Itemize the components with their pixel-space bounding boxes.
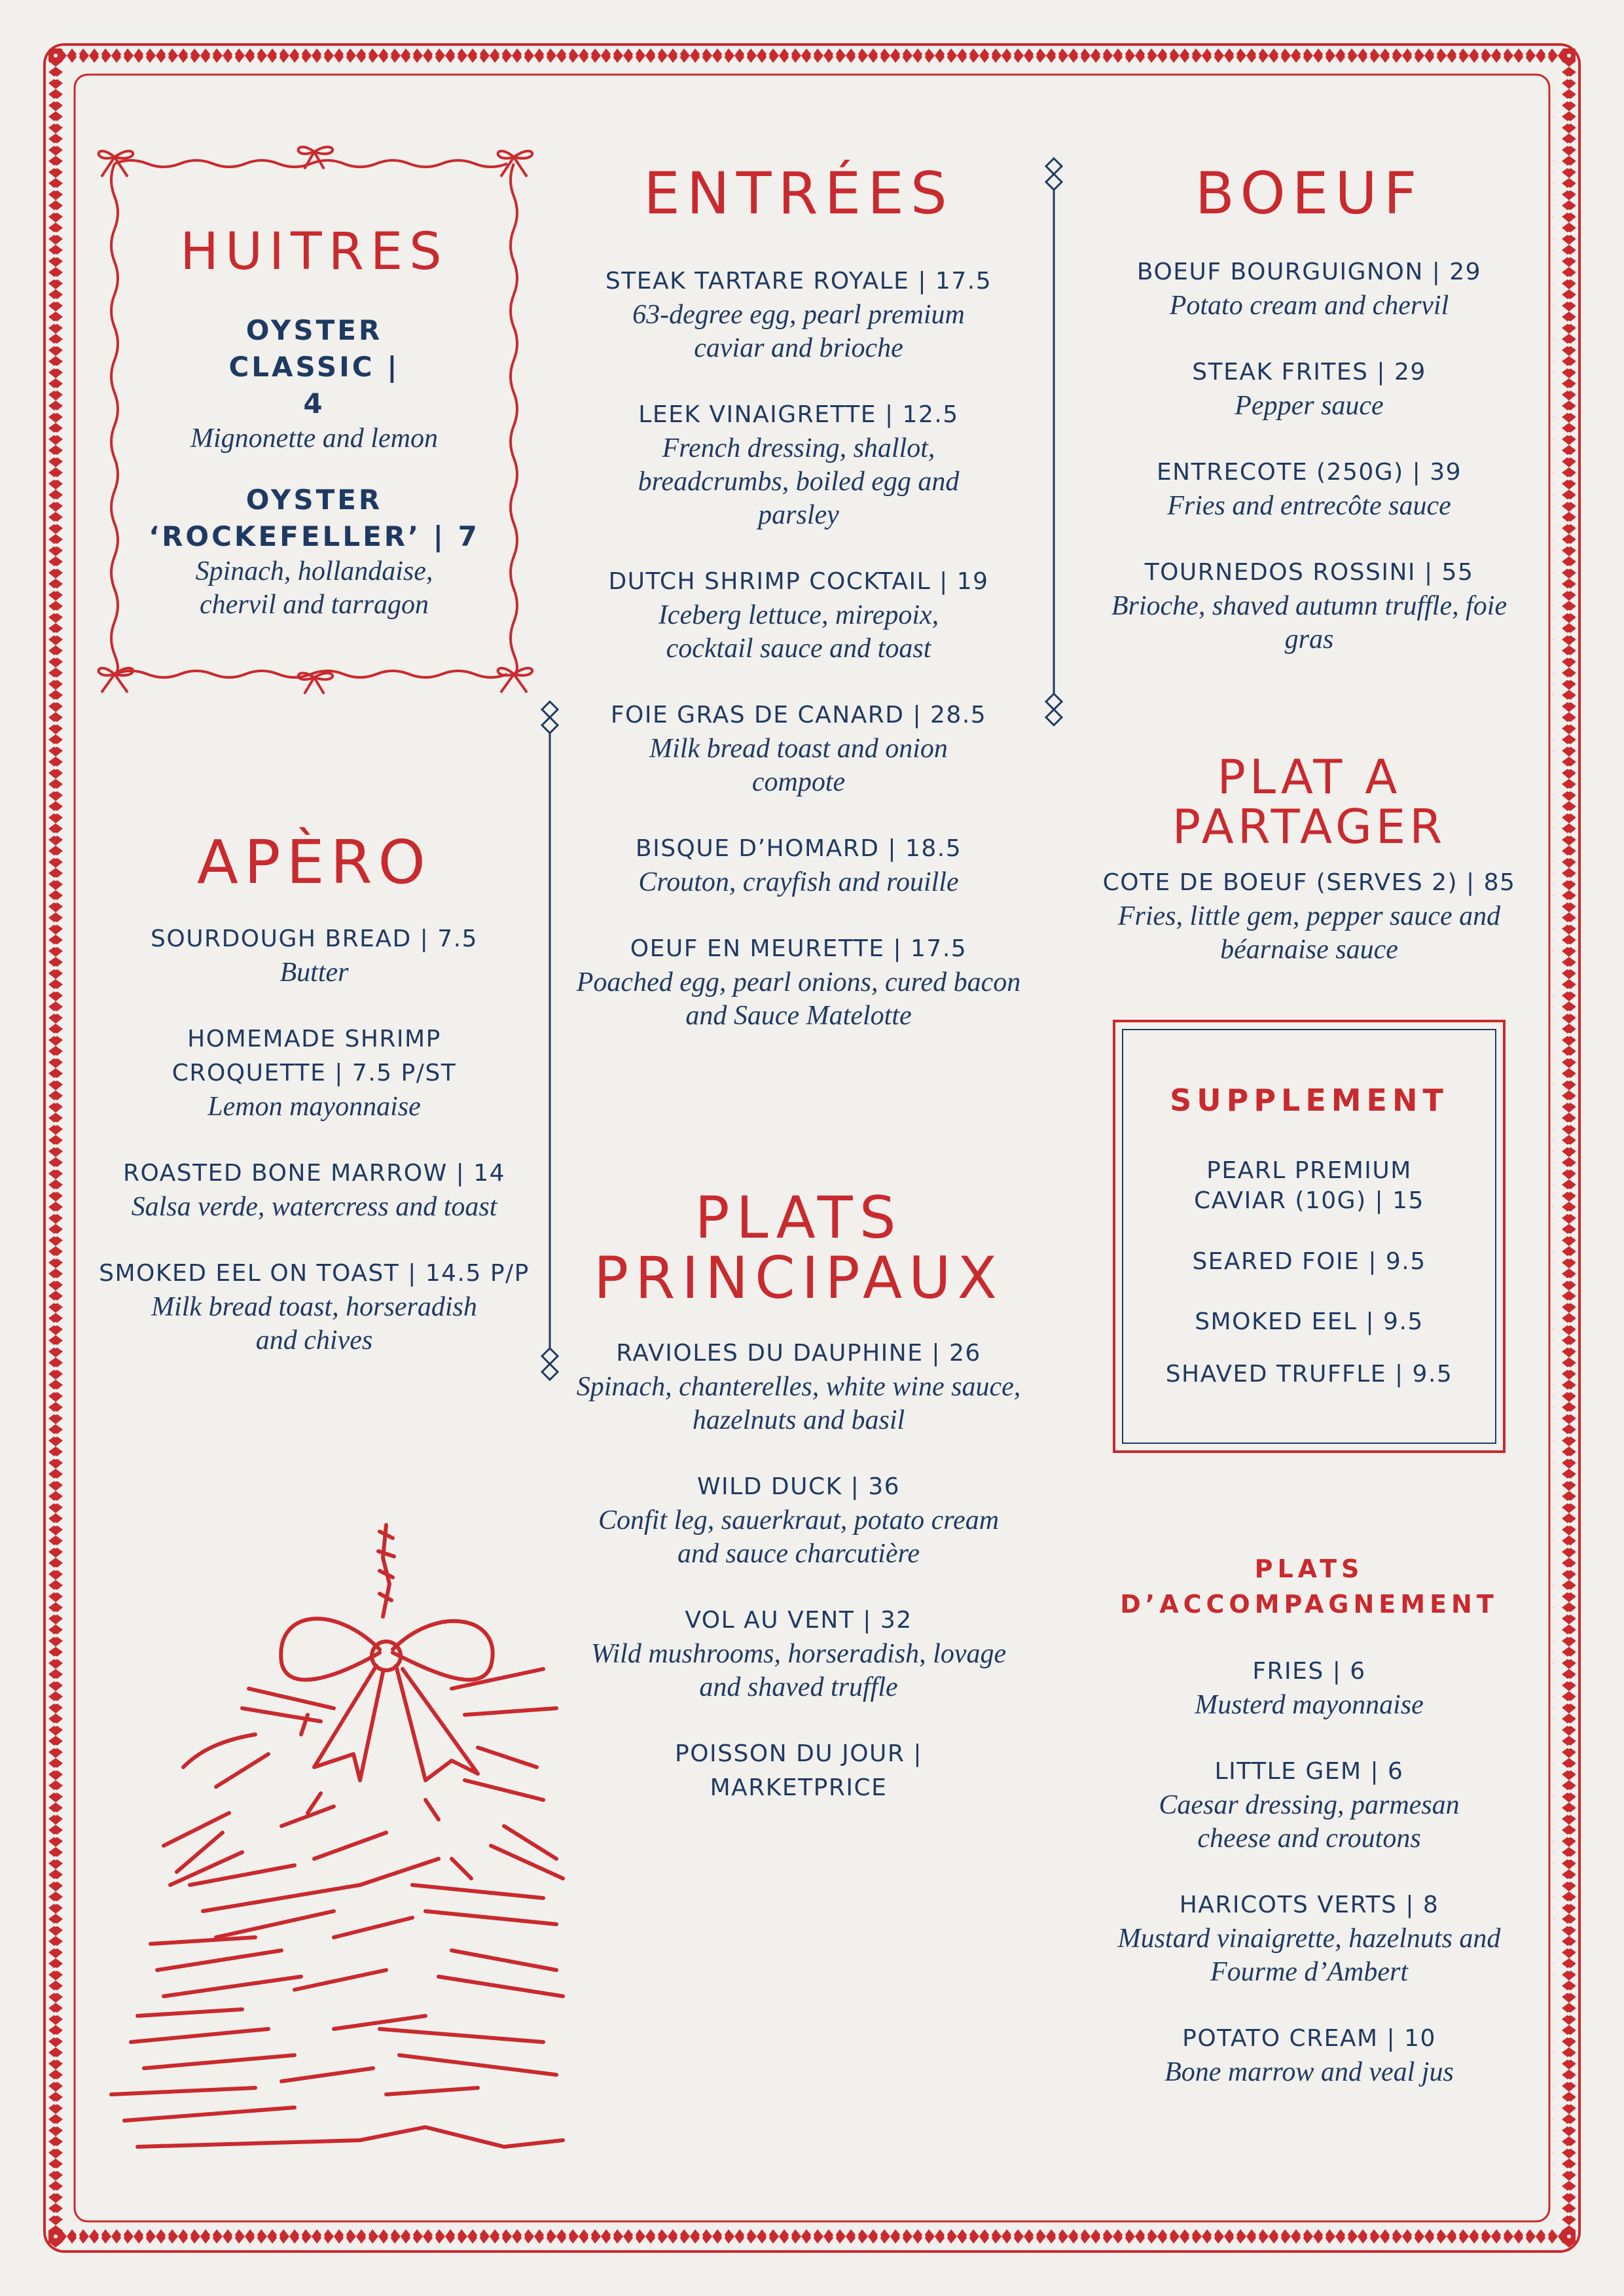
menu-item [1074, 456, 1545, 523]
huitres-section [131, 223, 497, 622]
menu-item [85, 922, 543, 990]
accompagnement-title-line2: D’ACCOMPAGNEMENT [1120, 1590, 1498, 1619]
item-desc: Confit leg, sauerkraut, potato cream and sauce charcutière [598, 1505, 1000, 1569]
apero-section [85, 827, 543, 1357]
item-name: ENTRECOTE (250G) | 39 [1156, 459, 1462, 486]
item-name: SMOKED EEL | 9.5 [1195, 1308, 1424, 1335]
item-name: FRIES | 6 [1252, 1658, 1366, 1685]
plat-a-partager-section [1074, 749, 1545, 967]
item-desc: Spinach, hollandaise, chervil and tarragon [195, 556, 433, 620]
item-desc: Bone marrow and veal jus [1164, 2057, 1454, 2087]
item-name: HOMEMADE SHRIMP CROQUETTE | 7.5 P/ST [171, 1025, 457, 1086]
item-name: OEUF EN MEURETTE | 17.5 [630, 935, 967, 963]
item-name: OYSTER CLASSIC | 4 [228, 314, 400, 420]
item-desc: Brioche, shaved autumn truffle, foie gras [1111, 591, 1507, 655]
item-name: SEARED FOIE | 9.5 [1192, 1248, 1426, 1275]
apero-title: APÈRO [197, 827, 431, 897]
christmas-tree-illustration [85, 1518, 569, 2173]
menu-item [85, 1257, 543, 1357]
item-desc: Mustard vinaigrette, hazelnuts and Fourme d’Ambert [1117, 1924, 1501, 1987]
menu-item [563, 398, 1034, 532]
item-desc: Fries, little gem, pepper sauce and béarnaise sauce [1117, 901, 1501, 965]
item-desc: 63-degree egg, pearl premium caviar and brioche [632, 300, 965, 364]
item-name: OYSTER ‘ROCKEFELLER’ | 7 [149, 483, 480, 552]
item-name: PEARL PREMIUM CAVIAR (10G) | 15 [1194, 1157, 1424, 1214]
plats-principaux-section [563, 1184, 1034, 1805]
item-name: TOURNEDOS ROSSINI | 55 [1144, 559, 1474, 586]
item-name: POISSON DU JOUR | MARKETPRICE [675, 1740, 922, 1801]
menu-item [563, 565, 1034, 666]
menu-item [563, 1604, 1034, 1704]
item-name: WILD DUCK | 36 [696, 1473, 901, 1500]
item-desc: Milk bread toast and onion compote [649, 734, 948, 798]
entrees-title: ENTRÉES [643, 160, 954, 227]
menu-item [131, 312, 497, 456]
item-desc: Musterd mayonnaise [1195, 1690, 1424, 1720]
entrees-section [563, 160, 1034, 1033]
supplement-box [1113, 1020, 1506, 1453]
item-name: DUTCH SHRIMP COCKTAIL | 19 [608, 568, 989, 596]
menu-item [85, 1157, 543, 1224]
item-desc: Milk bread toast, horseradish and chives [151, 1291, 477, 1355]
menu-item [1074, 255, 1545, 323]
item-name: VOL AU VENT | 32 [685, 1606, 912, 1634]
plats-principaux-title-line2: PRINCIPAUX [594, 1244, 1003, 1312]
item-name: BOEUF BOURGUIGNON | 29 [1136, 259, 1482, 286]
boeuf-section [1074, 160, 1545, 656]
menu-item [1074, 355, 1545, 423]
item-desc: French dressing, shallot, breadcrumbs, boiled egg and parsley [638, 433, 960, 531]
supplement-title: SUPPLEMENT [1170, 1083, 1449, 1118]
menu-item [131, 482, 497, 622]
item-name: FOIE GRAS DE CANARD | 28.5 [610, 702, 987, 729]
menu-item [85, 1022, 543, 1124]
plats-principaux-title-line1: PLATS [695, 1184, 903, 1251]
menu-item [563, 1737, 1034, 1805]
menu-item [563, 832, 1034, 899]
item-desc: Iceberg lettuce, mirepoix, cocktail sauce and toast [658, 600, 939, 664]
item-desc: Lemon mayonnaise [208, 1091, 421, 1122]
menu-item [563, 1336, 1034, 1437]
item-name: SMOKED EEL ON TOAST | 14.5 P/P [99, 1259, 530, 1287]
menu-item [563, 264, 1034, 365]
menu-item [1074, 1655, 1545, 1722]
supplement-section [1115, 1083, 1503, 1391]
plat-a-partager-title: PLAT A PARTAGER [1172, 749, 1447, 854]
item-name: POTATO CREAM | 10 [1182, 2025, 1436, 2052]
menu-item [1074, 866, 1545, 967]
item-desc: Butter [280, 957, 349, 988]
item-name: STEAK FRITES | 29 [1192, 359, 1426, 386]
item-desc: Salsa verde, watercress and toast [131, 1191, 497, 1222]
menu-item [563, 698, 1034, 799]
menu-item [1074, 1755, 1545, 1856]
item-desc: Fries and entrecôte sauce [1167, 491, 1451, 522]
divider-left [538, 700, 562, 1381]
item-desc: Poached egg, pearl onions, cured bacon and Sauce Matelotte [576, 967, 1021, 1031]
divider-right [1042, 157, 1066, 726]
item-name: HARICOTS VERTS | 8 [1179, 1892, 1439, 1918]
accompagnement-section [1074, 1551, 1545, 2089]
item-desc: Mignonette and lemon [190, 423, 438, 454]
item-name: LEEK VINAIGRETTE | 12.5 [638, 401, 959, 429]
huitres-title: HUITRES [180, 223, 448, 281]
item-desc: Potato cream and chervil [1169, 291, 1449, 321]
boeuf-title: BOEUF [1195, 160, 1424, 227]
item-name: COTE DE BOEUF (SERVES 2) | 85 [1102, 869, 1516, 897]
menu-item [1074, 1888, 1545, 1989]
item-desc: Caesar dressing, parmesan cheese and croutons [1159, 1790, 1460, 1854]
accompagnement-title-line1: PLATS [1254, 1554, 1364, 1583]
menu-item [1074, 2022, 1545, 2089]
item-name: LITTLE GEM | 6 [1214, 1758, 1404, 1785]
item-name: RAVIOLES DU DAUPHINE | 26 [616, 1339, 981, 1367]
item-name: BISQUE D’HOMARD | 18.5 [635, 835, 962, 863]
item-desc: Crouton, crayfish and rouille [638, 867, 959, 898]
item-desc: Spinach, chanterelles, white wine sauce, hazelnuts and basil [576, 1371, 1021, 1435]
menu-item [1074, 556, 1545, 656]
item-name: STEAK TARTARE ROYALE | 17.5 [605, 268, 992, 295]
item-desc: Pepper sauce [1235, 391, 1384, 422]
menu-item [563, 932, 1034, 1033]
item-desc: Wild mushrooms, horseradish, lovage and shaved truffle [590, 1638, 1007, 1702]
item-name: ROASTED BONE MARROW | 14 [122, 1159, 506, 1187]
item-name: SOURDOUGH BREAD | 7.5 [151, 925, 478, 952]
item-name: SHAVED TRUFFLE | 9.5 [1165, 1361, 1453, 1388]
menu-item [563, 1470, 1034, 1571]
